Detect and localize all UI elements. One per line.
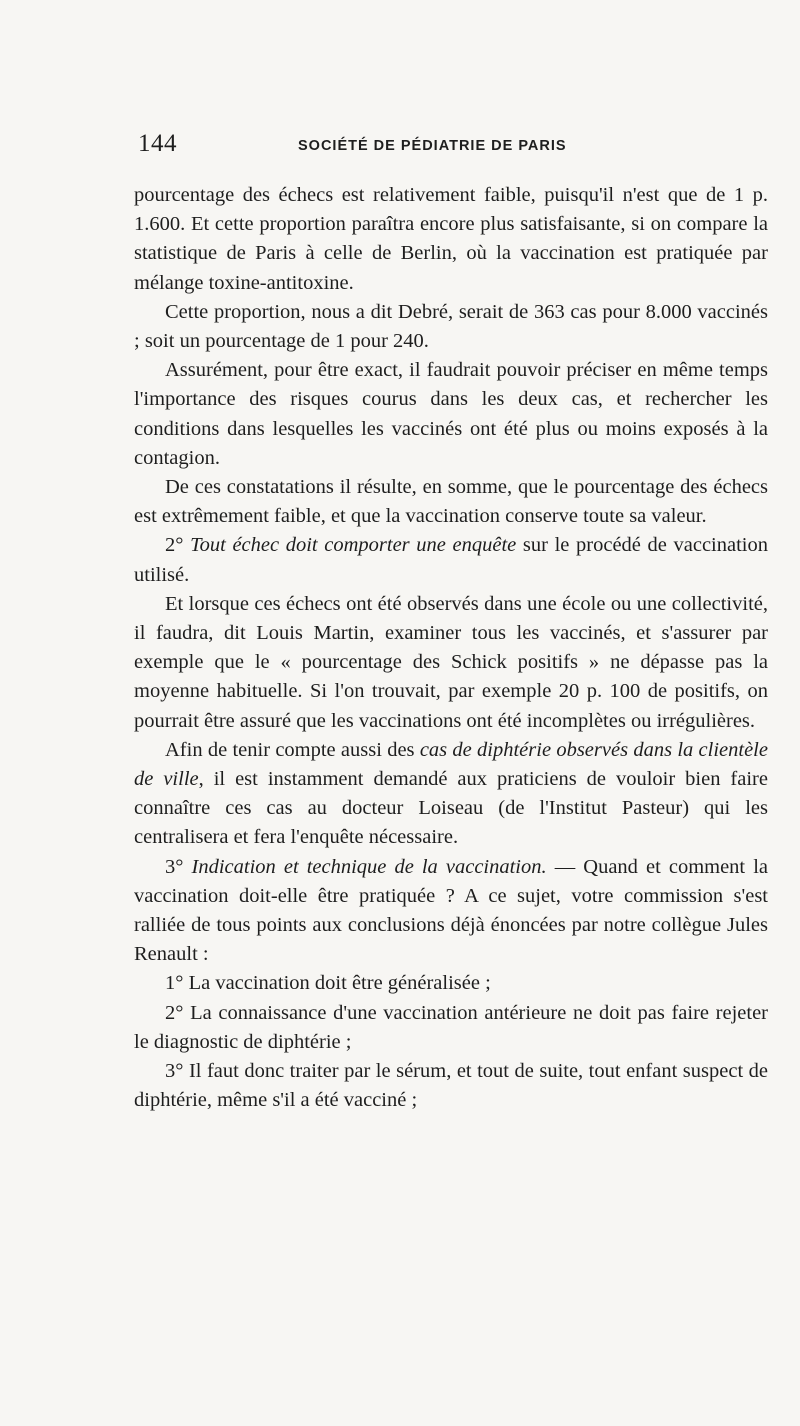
paragraph bbox=[134, 181, 768, 298]
body-text bbox=[134, 181, 768, 1116]
text-run: 1° La vaccination doit être généralisée ; bbox=[165, 972, 491, 995]
text-run: Cette proportion, nous a dit Debré, serait de 363 cas pour 8.000 vaccinés ; soit un pourcentage de 1 pour 240. bbox=[134, 300, 768, 353]
paragraph bbox=[134, 969, 768, 998]
text-run: 2° bbox=[165, 534, 191, 557]
italic-text: Indication et technique de la vaccination. bbox=[191, 855, 547, 878]
text-run: Et lorsque ces échecs ont été observés dans une école ou une collectivité, il faudra, dit Louis Martin, examiner tous les vaccinés, et s'assurer par exemple que le « pourcentage des Schick positifs » ne dépasse pas la moyenne habituelle. Si l'on trouvait, par exemple 20 p. 100 de positifs, on pourrait être assuré que les vaccinations ont été incomplètes ou irrégulières. bbox=[134, 592, 768, 732]
text-run: 3° Il faut donc traiter par le sérum, et tout de suite, tout enfant suspect de diphtérie, même s'il a été vacciné ; bbox=[134, 1060, 768, 1112]
paragraph bbox=[134, 298, 768, 356]
paragraph bbox=[134, 531, 768, 589]
text-run: 3° bbox=[165, 855, 192, 878]
running-head: SOCIÉTÉ DE PÉDIATRIE DE PARIS bbox=[298, 138, 567, 154]
paragraph bbox=[134, 999, 768, 1057]
text-run: Afin de tenir compte aussi des bbox=[165, 738, 420, 761]
page-header bbox=[138, 130, 658, 164]
paragraph bbox=[134, 473, 768, 531]
page-number: 144 bbox=[138, 130, 177, 157]
italic-text: Tout échec doit comporter une enquête bbox=[190, 534, 517, 557]
paragraph bbox=[134, 736, 768, 853]
text-run: sur le procédé de vaccination utilisé. bbox=[134, 534, 768, 586]
paragraph bbox=[134, 590, 768, 736]
italic-text: cas de diphtérie observés dans la clientèle de ville bbox=[134, 738, 768, 791]
text-run: 2° La connaissance d'une vaccination antérieure ne doit pas faire rejeter le diagnostic de diphtérie ; bbox=[134, 1001, 768, 1053]
text-run: De ces constatations il résulte, en somme, que le pourcentage des échecs est extrêmement faible, et que la vaccination conserve toute sa valeur. bbox=[134, 476, 768, 528]
text-run: Assurément, pour être exact, il faudrait pouvoir préciser en même temps l'importance des risques courus dans les deux cas, et rechercher les conditions dans lesquelles les vaccinés ont été plus ou moins exposés à la contagion. bbox=[134, 359, 768, 469]
paragraph bbox=[134, 853, 768, 970]
text-run: , il est instamment demandé aux praticiens de vouloir bien faire connaître ces cas au docteur Loiseau (de l'Institut Pasteur) qui les centralisera et fera l'enquête nécessaire. bbox=[134, 768, 768, 849]
paragraph bbox=[134, 356, 768, 473]
paragraph bbox=[134, 1057, 768, 1115]
text-run: — Quand et comment la vaccination doit-elle être pratiquée ? A ce sujet, votre commission s'est ralliée de tous points aux conclusions déjà énoncées par notre collègue Jules Renault : bbox=[134, 855, 768, 966]
text-run: pourcentage des échecs est relativement faible, puisqu'il n'est que de 1 p. 1.600. Et cette proportion paraîtra encore plus satisfaisante, si on compare la statistique de Paris à celle de Berlin, où la vaccination est pratiquée par mélange toxine-antitoxine. bbox=[134, 184, 768, 294]
